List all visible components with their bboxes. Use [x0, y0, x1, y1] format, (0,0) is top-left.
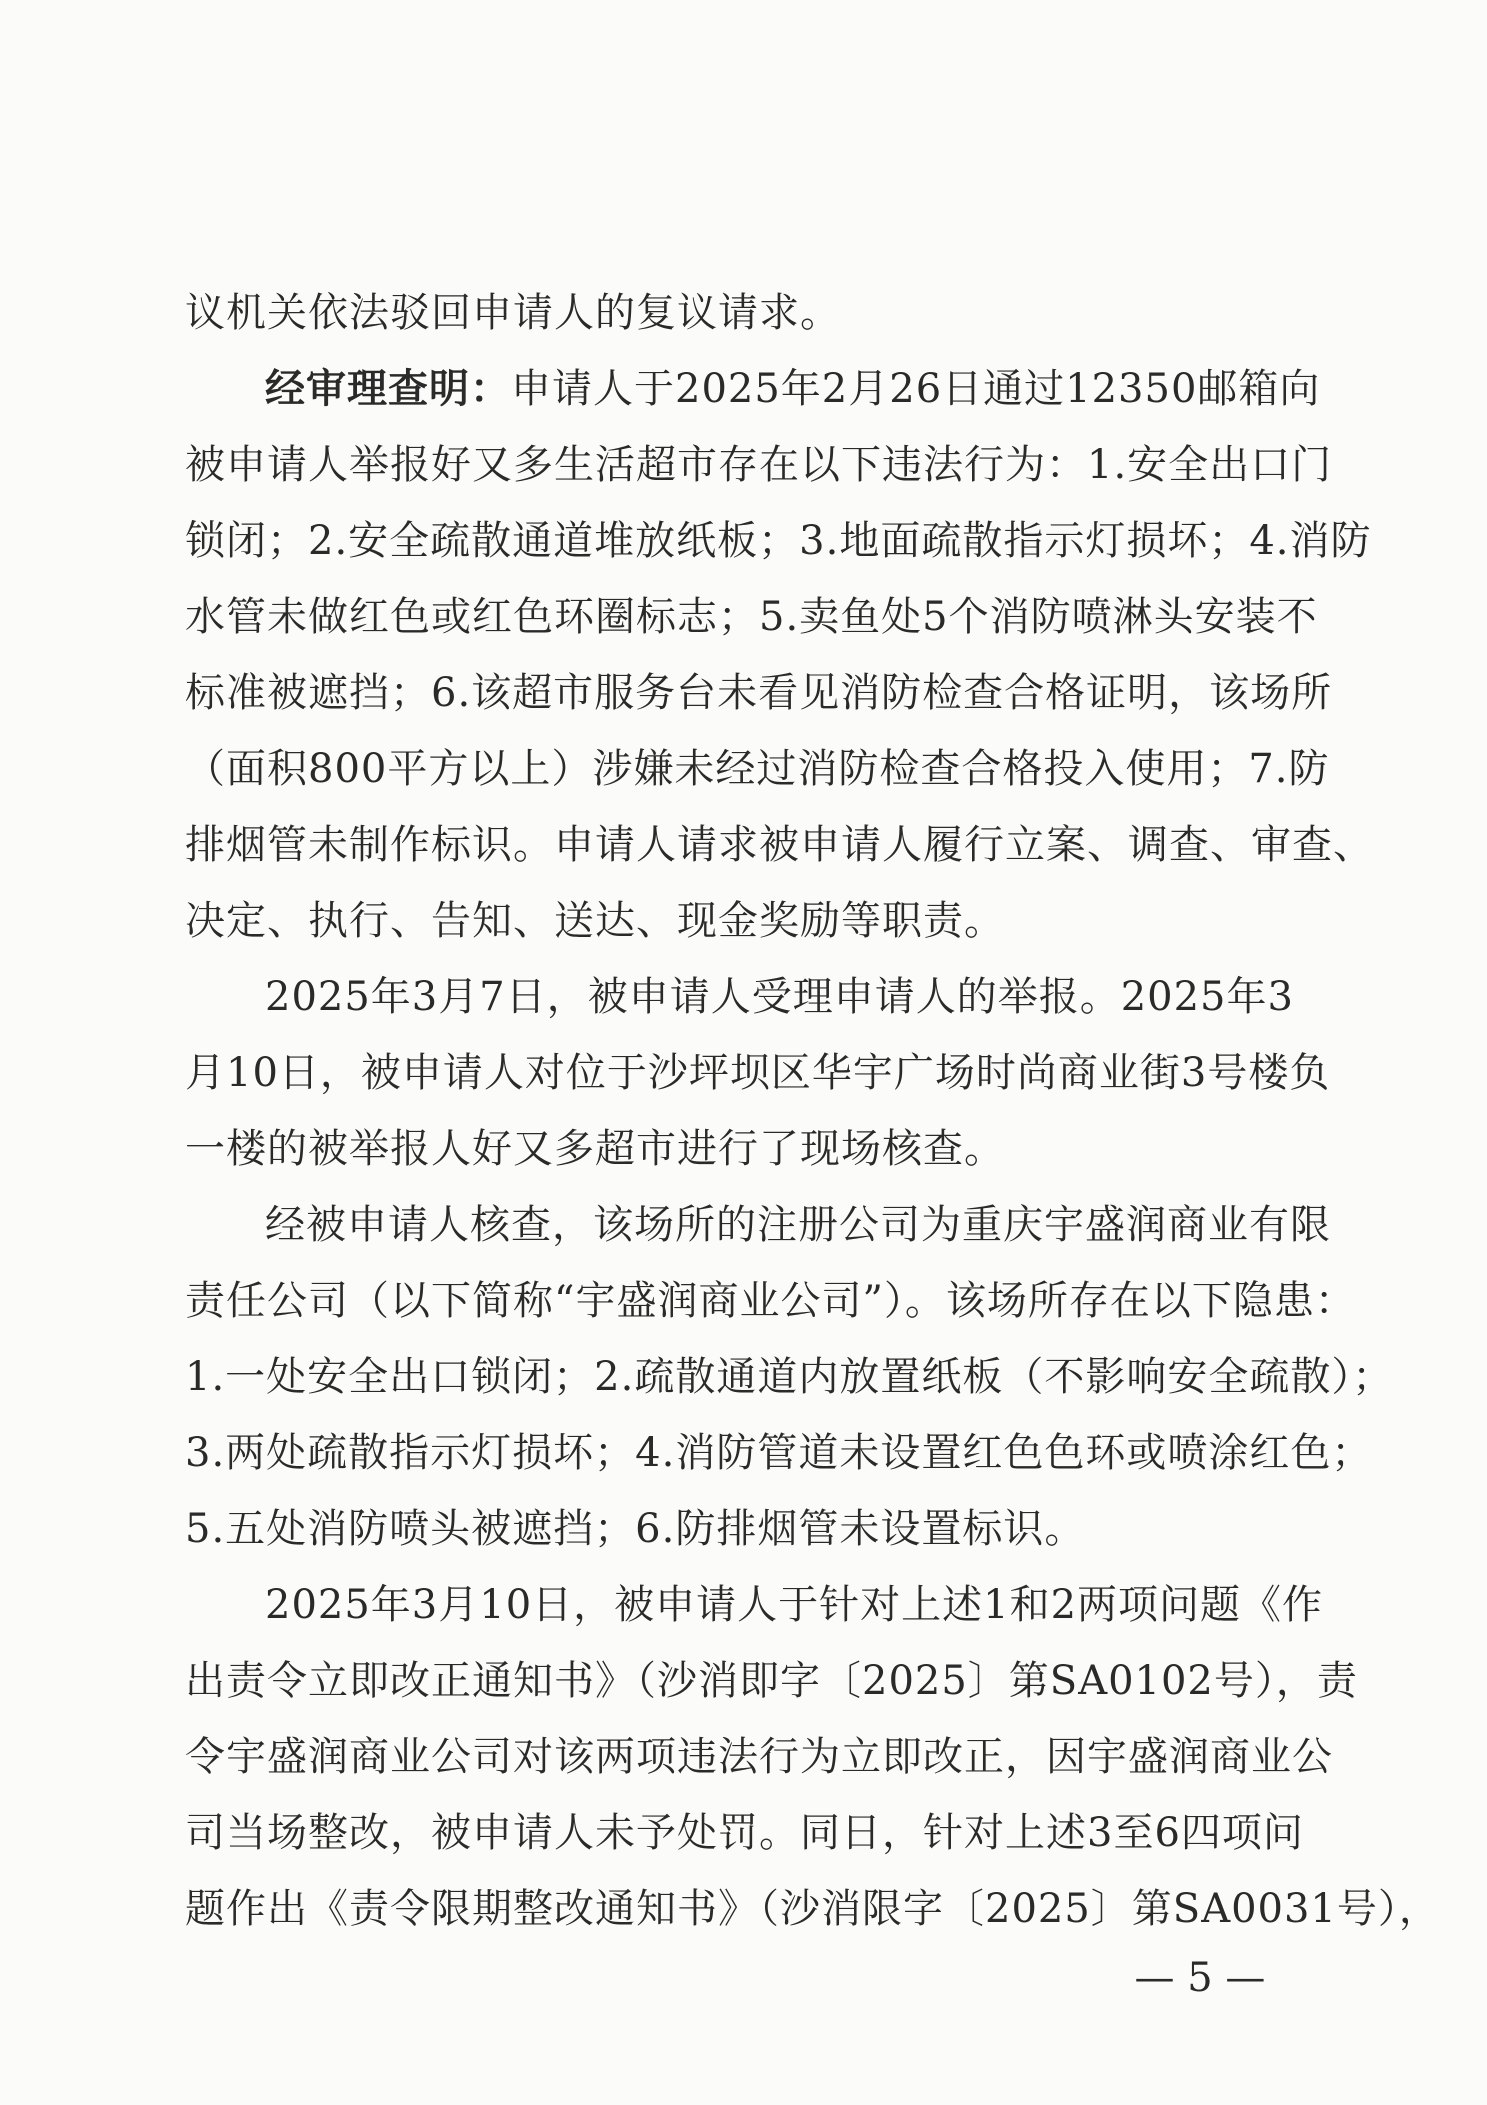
text-line-3: 被申请人举报好又多生活超市存在以下违法行为：1.安全出口门	[185, 442, 1333, 488]
section-heading: 经审理查明：	[265, 366, 511, 412]
text-line-19: 出责令立即改正通知书》（沙消即字〔2025〕第SA0102号），责	[185, 1658, 1358, 1704]
text-line-14: 责任公司（以下简称“宇盛润商业公司”）。该场所存在以下隐患：	[185, 1278, 1356, 1324]
text-line-6: 标准被遮挡；6.该超市服务台未看见消防检查合格证明，该场所	[185, 670, 1333, 716]
text-line-7: （面积800平方以上）涉嫌未经过消防检查合格投入使用；7.防	[185, 746, 1330, 792]
text-line-20: 令宇盛润商业公司对该两项违法行为立即改正，因宇盛润商业公	[185, 1734, 1333, 1780]
page-number: — 5 —	[1134, 1955, 1266, 2001]
text-line-15: 1.一处安全出口锁闭；2.疏散通道内放置纸板（不影响安全疏散）；	[185, 1354, 1394, 1400]
text-line-8: 排烟管未制作标识。申请人请求被申请人履行立案、调查、审查、	[185, 822, 1374, 868]
text-line-1: 议机关依法驳回申请人的复议请求。	[185, 290, 841, 336]
text-line-21: 司当场整改，被申请人未予处罚。同日，针对上述3至6四项问	[185, 1810, 1304, 1856]
text-line-4: 锁闭；2.安全疏散通道堆放纸板；3.地面疏散指示灯损坏；4.消防	[185, 518, 1372, 564]
text-line-5: 水管未做红色或红色环圈标志；5.卖鱼处5个消防喷淋头安装不	[185, 594, 1318, 640]
text-line-10: 2025年3月7日，被申请人受理申请人的举报。2025年3	[265, 974, 1294, 1020]
text-line-13: 经被申请人核查，该场所的注册公司为重庆宇盛润商业有限	[265, 1202, 1331, 1248]
text-line-22: 题作出《责令限期整改通知书》（沙消限字〔2025〕第SA0031号），	[185, 1886, 1440, 1932]
text-line-2-body: 申请人于2025年2月26日通过12350邮箱向	[511, 366, 1321, 412]
text-line-17: 5.五处消防喷头被遮挡；6.防排烟管未设置标识。	[185, 1506, 1086, 1552]
text-line-11: 月10日，被申请人对位于沙坪坝区华宇广场时尚商业街3号楼负	[185, 1050, 1331, 1096]
text-line-2	[265, 352, 1321, 426]
text-line-9: 决定、执行、告知、送达、现金奖励等职责。	[185, 898, 1005, 944]
text-line-18: 2025年3月10日，被申请人于针对上述1和2两项问题《作	[265, 1582, 1324, 1628]
text-line-16: 3.两处疏散指示灯损坏；4.消防管道未设置红色色环或喷涂红色；	[185, 1430, 1373, 1476]
text-line-12: 一楼的被举报人好又多超市进行了现场核查。	[185, 1126, 1005, 1172]
